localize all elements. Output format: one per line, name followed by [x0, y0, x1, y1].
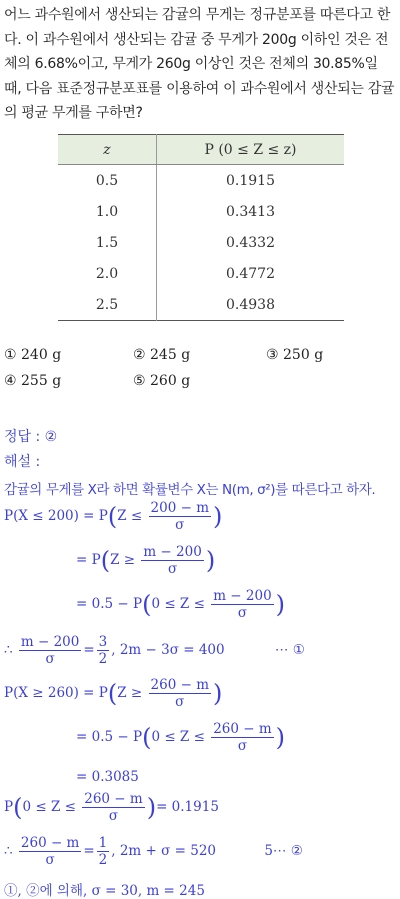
numerator: 3 [98, 634, 108, 650]
solution-line-5 [4, 677, 222, 710]
right-paren: ) [275, 723, 286, 752]
numerator: 260 − m [150, 677, 209, 693]
solution-line-3 [76, 588, 285, 621]
expr-lhs: = 0.5 − P [76, 729, 143, 745]
fraction [97, 835, 110, 868]
table-row [58, 289, 344, 321]
table-row [58, 196, 344, 227]
header-prob: P (0 ≤ Z ≤ z) [157, 135, 345, 165]
denominator: σ [108, 808, 119, 824]
cell-z: 2.5 [58, 289, 157, 321]
explanation-label: 해설 : [4, 454, 41, 470]
numerator: 260 − m [20, 835, 80, 851]
problem-line: 어느 과수원에서 생산되는 감귤의 무게는 정규분포를 따른다고 한 [4, 7, 391, 23]
problem-text [4, 3, 396, 126]
cell-z: 2.0 [58, 258, 157, 289]
cell-z: 1.5 [58, 227, 157, 258]
option-3[interactable] [266, 347, 323, 363]
fraction [149, 500, 211, 533]
option-4[interactable] [4, 373, 61, 389]
option-mark: ① [4, 347, 17, 363]
denominator: σ [237, 605, 248, 621]
option-mark: ③ [266, 347, 279, 363]
fraction [19, 835, 81, 868]
table-row [58, 227, 344, 258]
header-z: z [58, 135, 157, 165]
cell-z: 0.5 [58, 165, 157, 197]
denominator: 2 [98, 852, 108, 868]
problem-line: 의 평균 무게를 구하면? [4, 105, 143, 121]
table-header-row [58, 135, 344, 165]
numerator: 260 − m [213, 721, 272, 737]
expr-rhs: = 0.1915 [156, 799, 219, 815]
numerator: 260 − m [84, 791, 143, 807]
cell-z: 1.0 [58, 196, 157, 227]
option-value: 240 g [21, 347, 62, 363]
expr-lhs: P(X ≥ 260) = P [4, 685, 108, 701]
cell-p: 0.4332 [226, 234, 275, 251]
numerator: m − 200 [213, 588, 272, 604]
cell-p: 0.3413 [226, 203, 275, 220]
right-paren: ) [146, 793, 157, 822]
solution-line-7: = 0.3085 [76, 769, 139, 785]
expr-inner: Z ≤ [117, 508, 143, 524]
fraction [211, 588, 273, 621]
fraction [211, 721, 273, 754]
equals: = [83, 843, 95, 859]
expr-lhs: P(X ≤ 200) = P [4, 508, 108, 524]
denominator: σ [237, 738, 248, 754]
left-paren: ( [100, 546, 111, 575]
expr-lhs: = P [76, 552, 101, 568]
denominator: 2 [98, 651, 108, 667]
expr-lhs: P [4, 799, 14, 815]
option-1[interactable] [4, 347, 61, 363]
therefore-symbol: ∴ [4, 642, 13, 658]
left-paren: ( [13, 793, 23, 822]
numerator: m − 200 [143, 544, 202, 560]
solution-line-4 [4, 634, 305, 667]
solution-final: ①, ②에 의해, σ = 30, m = 245 [4, 883, 205, 899]
right-paren: ) [213, 502, 223, 531]
option-value: 250 g [283, 347, 324, 363]
equation: , 2m − 3σ = 400 [111, 642, 225, 658]
option-value: 255 g [21, 373, 62, 389]
right-paren: ) [205, 546, 216, 575]
fraction [97, 634, 110, 667]
expr-inner: Z ≥ [117, 685, 143, 701]
option-5[interactable] [133, 373, 190, 389]
solution-intro: 감귤의 무게를 X라 하면 확률변수 X는 N(m, σ²)를 따른다고 하자. [4, 482, 376, 498]
option-mark: ④ [4, 373, 17, 389]
denominator: σ [45, 651, 55, 667]
table-row [58, 165, 344, 197]
option-mark: ② [133, 347, 146, 363]
right-paren: ) [275, 590, 286, 619]
expr-inner: 0 ≤ Z ≤ [22, 799, 76, 815]
option-value: 245 g [150, 347, 191, 363]
left-paren: ( [107, 502, 118, 531]
left-paren: ( [142, 723, 152, 752]
equation: , 2m + σ = 520 [111, 843, 217, 859]
fraction [141, 544, 203, 577]
solution-line-6 [76, 721, 285, 754]
numerator: 200 − m [150, 500, 209, 516]
fraction [149, 677, 211, 710]
cell-p: 0.4938 [226, 296, 275, 313]
table-row [58, 258, 344, 289]
right-paren: ) [213, 679, 223, 708]
denominator: σ [175, 694, 185, 710]
equals: = [83, 642, 95, 658]
answer-label: 정답 : ② [4, 429, 58, 445]
cell-p: 0.4772 [226, 265, 275, 282]
cell-p: 0.1915 [226, 172, 275, 189]
expr-inner: 0 ≤ Z ≤ [151, 596, 205, 612]
denominator: σ [167, 561, 178, 577]
therefore-symbol: ∴ [4, 843, 13, 859]
equation-tag: ⋯ ① [274, 642, 305, 658]
problem-line: 체의 6.68%이고, 무게가 260g 이상인 것은 전체의 30.85%일 [4, 56, 378, 72]
option-mark: ⑤ [133, 373, 146, 389]
left-paren: ( [142, 590, 152, 619]
fraction [82, 791, 144, 824]
option-2[interactable] [133, 347, 190, 363]
left-paren: ( [107, 679, 118, 708]
problem-line: 때, 다음 표준정규분포표를 이용하여 이 과수원에서 생산되는 감귤 [4, 80, 395, 97]
expr-inner: 0 ≤ Z ≤ [151, 729, 205, 745]
equation-tag: 5⋯ ② [264, 843, 303, 859]
fraction [19, 634, 81, 667]
option-value: 260 g [150, 373, 191, 389]
numerator: m − 200 [20, 634, 80, 650]
denominator: σ [175, 517, 185, 533]
standard-normal-table [58, 134, 344, 321]
solution-line-9 [4, 835, 303, 868]
solution-line-1 [4, 500, 222, 533]
solution-line-8 [4, 791, 219, 824]
numerator: 1 [98, 835, 108, 851]
expr-lhs: = 0.5 − P [76, 596, 143, 612]
problem-line: 다. 이 과수원에서 생산되는 감귤 중 무게가 200g 이하인 것은 전 [4, 31, 389, 48]
expr-inner: Z ≥ [110, 552, 136, 568]
solution-line-2 [76, 544, 215, 577]
denominator: σ [45, 852, 55, 868]
